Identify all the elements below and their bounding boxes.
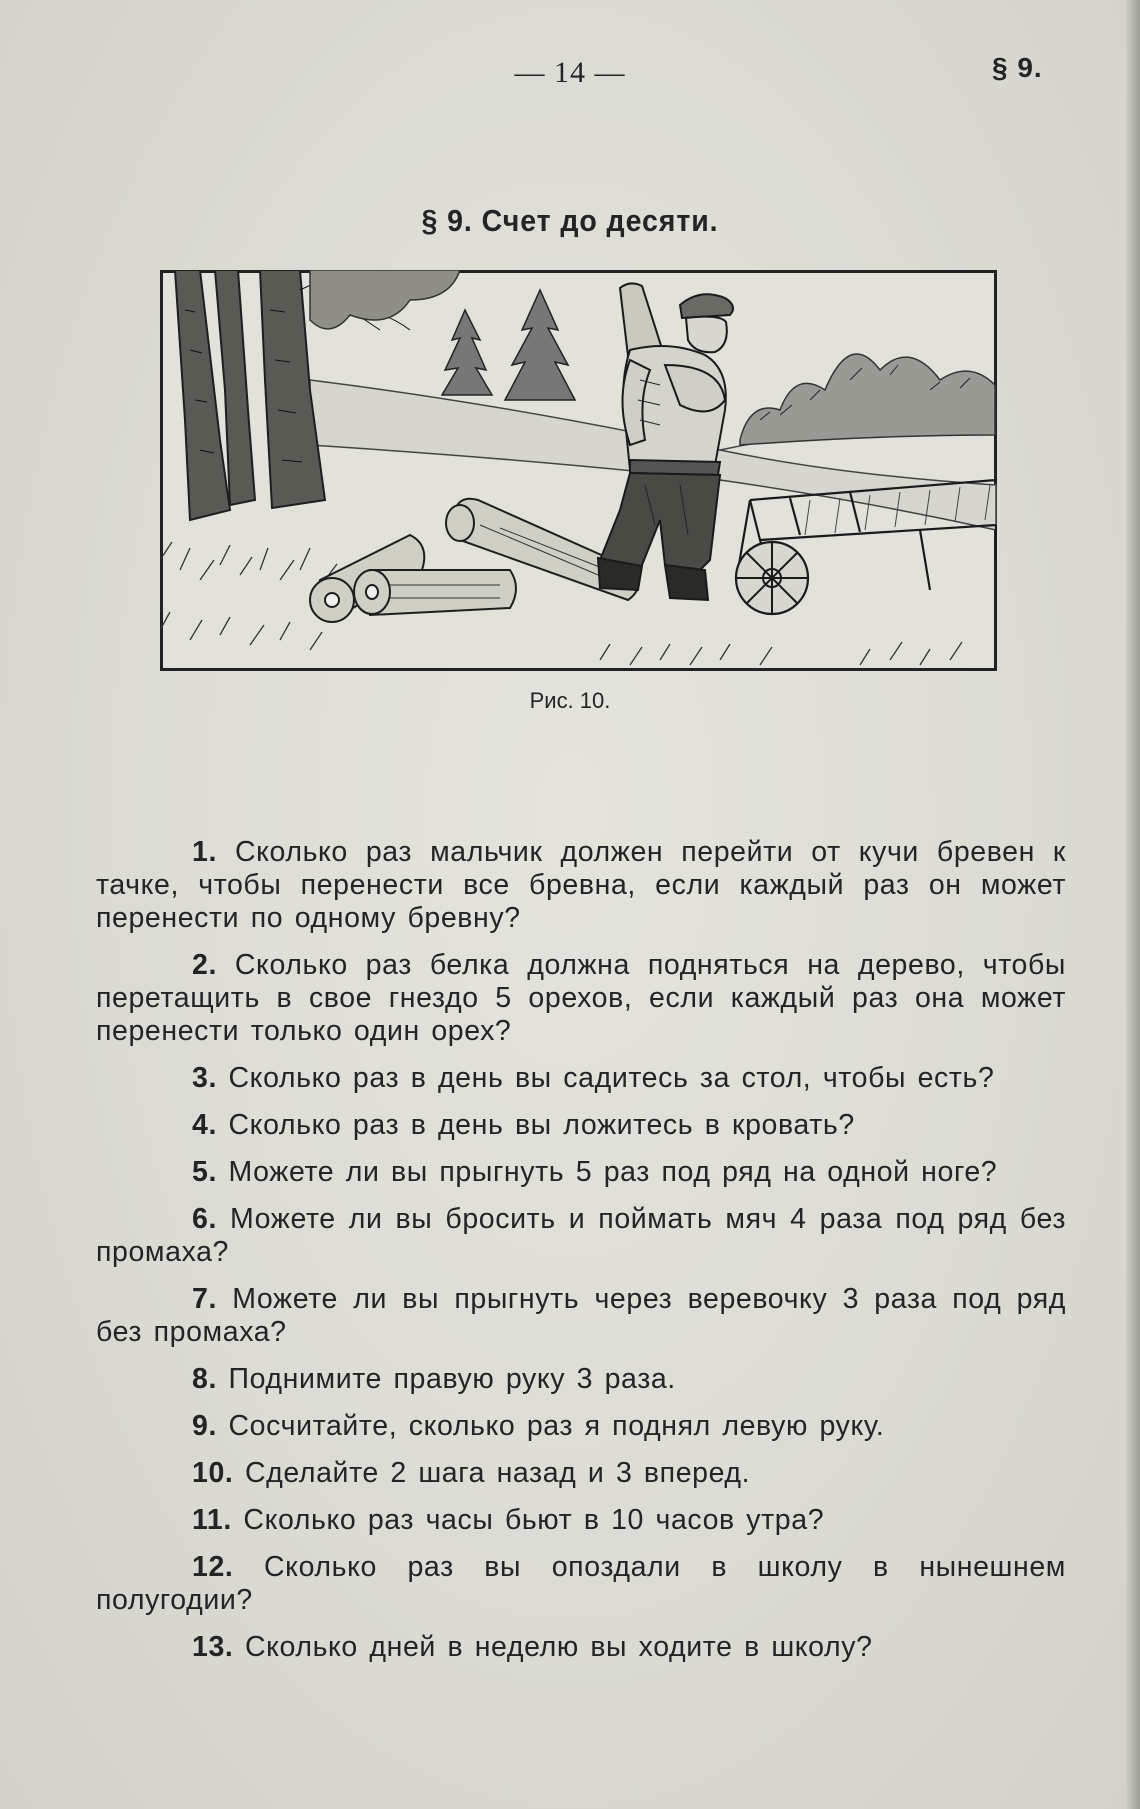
problem-text: Сколько раз в день вы садитесь за стол, чтобы есть?	[228, 1062, 995, 1094]
problem-text: Можете ли вы прыгнуть через веревочку 3 раза под ряд без промаха?	[96, 1283, 1066, 1348]
page-edge-shadow	[1126, 0, 1140, 1809]
problem-text: Сколько дней в неделю вы ходите в школу?	[244, 1631, 873, 1663]
problem-item	[96, 1283, 1066, 1349]
problem-number: 1.	[192, 836, 217, 868]
problem-text: Сколько раз мальчик должен перейти от кучи бревен к тачке, чтобы перенести все бревна, если каждый раз он может перенести по одному бревну?	[96, 836, 1066, 934]
problem-number: 6.	[192, 1203, 217, 1235]
problem-number: 7.	[192, 1283, 217, 1315]
problem-text: Сколько раз в день вы ложитесь в кровать?	[228, 1109, 855, 1141]
problem-item	[96, 1410, 1066, 1443]
problem-number: 8.	[192, 1363, 217, 1395]
problem-number: 4.	[192, 1109, 217, 1141]
problem-item	[96, 836, 1066, 935]
problem-text: Поднимите правую руку 3 раза.	[228, 1363, 676, 1395]
problem-item	[96, 1109, 1066, 1142]
problem-item	[96, 1363, 1066, 1396]
figure-caption: Рис. 10.	[529, 688, 611, 713]
section-title: § 9. Счет до десяти.	[421, 203, 719, 238]
problem-item	[96, 1504, 1066, 1537]
problem-item	[96, 1551, 1066, 1617]
running-section-mark: § 9.	[992, 52, 1043, 83]
problem-text: Сосчитайте, сколько раз я поднял левую руку.	[228, 1410, 885, 1442]
problem-number: 13.	[192, 1631, 234, 1663]
problem-list	[96, 836, 1066, 1678]
problem-text: Можете ли вы бросить и поймать мяч 4 раза под ряд без промаха?	[96, 1203, 1066, 1268]
problem-text: Можете ли вы прыгнуть 5 раз под ряд на одной ноге?	[228, 1156, 998, 1188]
problem-item	[96, 1457, 1066, 1490]
problem-number: 11.	[192, 1504, 232, 1536]
problem-number: 3.	[192, 1062, 217, 1094]
problem-number: 10.	[192, 1457, 234, 1489]
illustration-boy-carrying-logs	[160, 270, 997, 671]
problem-number: 12.	[192, 1551, 234, 1583]
problem-text: Сделайте 2 шага назад и 3 вперед.	[244, 1457, 751, 1489]
problem-number: 5.	[192, 1156, 217, 1188]
problem-text: Сколько раз вы опоздали в школу в нынешнем полугодии?	[96, 1551, 1066, 1616]
problem-number: 2.	[192, 949, 217, 981]
problem-item	[96, 1156, 1066, 1189]
problem-item	[96, 1062, 1066, 1095]
problem-item	[96, 949, 1066, 1048]
problem-item	[96, 1631, 1066, 1664]
problem-number: 9.	[192, 1410, 217, 1442]
problem-text: Сколько раз белка должна подняться на дерево, чтобы перетащить в свое гнездо 5 орехов, если каждый раз она может перенести только один орех?	[96, 949, 1066, 1047]
page-number: — 14 —	[514, 56, 626, 89]
problem-text: Сколько раз часы бьют в 10 часов утра?	[243, 1504, 825, 1536]
problem-item	[96, 1203, 1066, 1269]
